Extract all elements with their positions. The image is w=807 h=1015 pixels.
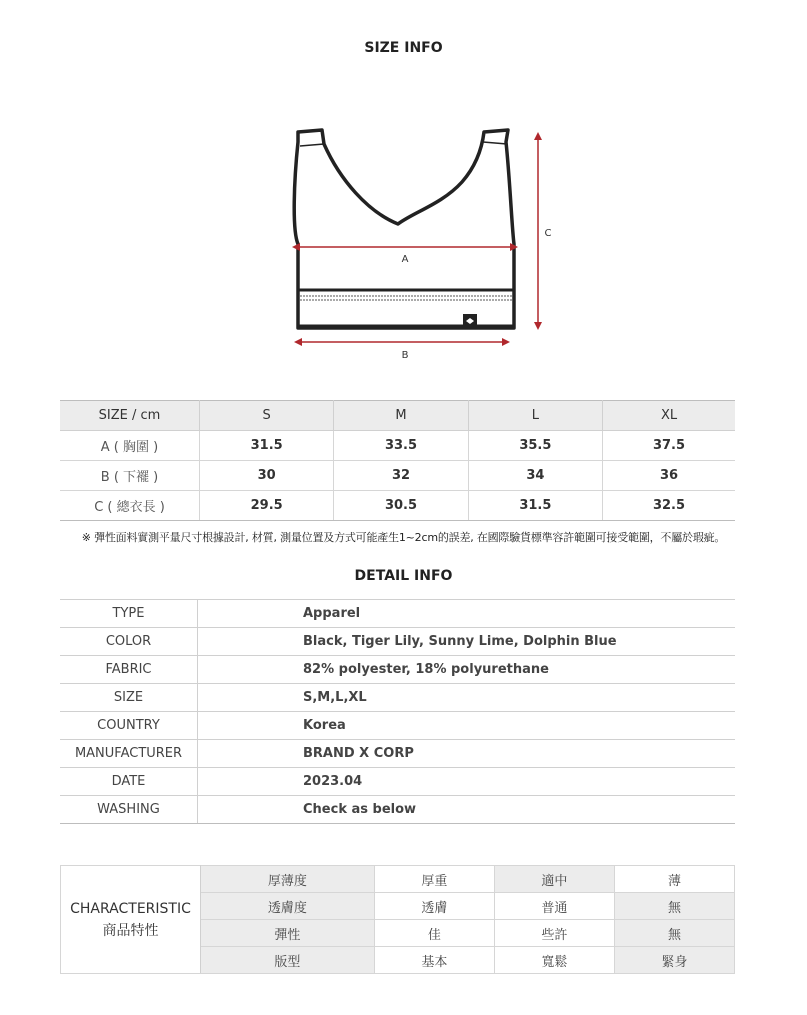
detail-label: COLOR (60, 628, 198, 656)
size-table-header (60, 401, 735, 431)
column-header: L (468, 401, 602, 431)
table-cell: 無 (614, 920, 734, 947)
table-row (60, 656, 735, 684)
table-row (60, 768, 735, 796)
detail-label: WASHING (60, 796, 198, 824)
table-cell: 厚重 (374, 866, 494, 893)
table-row (60, 600, 735, 628)
label-c: C (544, 228, 552, 239)
table-cell: 34 (468, 461, 602, 491)
row-label: C ( 總衣長 ) (60, 491, 200, 521)
characteristic-attribute: 透膚度 (201, 893, 375, 920)
characteristic-attribute: 彈性 (201, 920, 375, 947)
table-cell: 薄 (614, 866, 734, 893)
characteristic-header-en: CHARACTERISTIC (70, 900, 191, 917)
detail-label: SIZE (60, 684, 198, 712)
detail-value: BRAND X CORP (198, 740, 736, 768)
table-row (60, 628, 735, 656)
table-cell: 36 (603, 461, 735, 491)
table-cell: 無 (614, 893, 734, 920)
detail-value: Apparel (198, 600, 736, 628)
table-cell: 普通 (494, 893, 614, 920)
characteristic-header-zh: 商品特性 (102, 922, 159, 939)
column-header: SIZE / cm (60, 401, 200, 431)
measurement-note: ※ 彈性面料實測平量尺寸根據設計, 材質, 測量位置及方式可能產生1~2cm的誤差, 在國際驗貨標準容許範圍可接受範圍，不屬於瑕疵。 (81, 531, 726, 544)
table-cell: 適中 (494, 866, 614, 893)
table-row (60, 684, 735, 712)
table-cell: 37.5 (603, 431, 735, 461)
detail-label: FABRIC (60, 656, 198, 684)
table-cell: 些許 (494, 920, 614, 947)
table-row (60, 461, 735, 491)
label-b: B (401, 350, 409, 361)
detail-value: 2023.04 (198, 768, 736, 796)
detail-value: 82% polyester, 18% polyurethane (198, 656, 736, 684)
table-row (61, 866, 735, 893)
table-cell: 佳 (374, 920, 494, 947)
table-row (60, 796, 735, 824)
label-a: A (401, 254, 409, 265)
detail-label: DATE (60, 768, 198, 796)
table-cell: 29.5 (200, 491, 334, 521)
characteristic-header (61, 866, 201, 974)
detail-label: TYPE (60, 600, 198, 628)
column-header: XL (603, 401, 735, 431)
detail-label: MANUFACTURER (60, 740, 198, 768)
table-cell: 基本 (374, 947, 494, 974)
table-cell: 32.5 (603, 491, 735, 521)
table-cell: 緊身 (614, 947, 734, 974)
characteristic-attribute: 版型 (201, 947, 375, 974)
column-header: S (200, 401, 334, 431)
table-cell: 30 (200, 461, 334, 491)
table-cell: 35.5 (468, 431, 602, 461)
row-label: A ( 胸圍 ) (60, 431, 200, 461)
detail-label: COUNTRY (60, 712, 198, 740)
table-row (60, 431, 735, 461)
column-header: M (334, 401, 468, 431)
detail-value: Check as below (198, 796, 736, 824)
detail-table (60, 599, 735, 824)
table-cell: 寬鬆 (494, 947, 614, 974)
characteristic-table (60, 865, 735, 974)
garment-measurement-diagram (280, 120, 560, 370)
table-cell: 透膚 (374, 893, 494, 920)
table-row (60, 712, 735, 740)
detail-value: Korea (198, 712, 736, 740)
detail-value: S,M,L,XL (198, 684, 736, 712)
size-table (60, 400, 735, 521)
size-info-title: SIZE INFO (364, 40, 443, 56)
table-row (60, 740, 735, 768)
detail-info-title: DETAIL INFO (354, 568, 453, 584)
table-cell: 33.5 (334, 431, 468, 461)
characteristic-attribute: 厚薄度 (201, 866, 375, 893)
table-cell: 30.5 (334, 491, 468, 521)
table-cell: 31.5 (200, 431, 334, 461)
row-label: B ( 下襬 ) (60, 461, 200, 491)
detail-value: Black, Tiger Lily, Sunny Lime, Dolphin Blue (198, 628, 736, 656)
table-row (60, 491, 735, 521)
bra-top-outline (294, 130, 514, 328)
table-cell: 32 (334, 461, 468, 491)
table-cell: 31.5 (468, 491, 602, 521)
